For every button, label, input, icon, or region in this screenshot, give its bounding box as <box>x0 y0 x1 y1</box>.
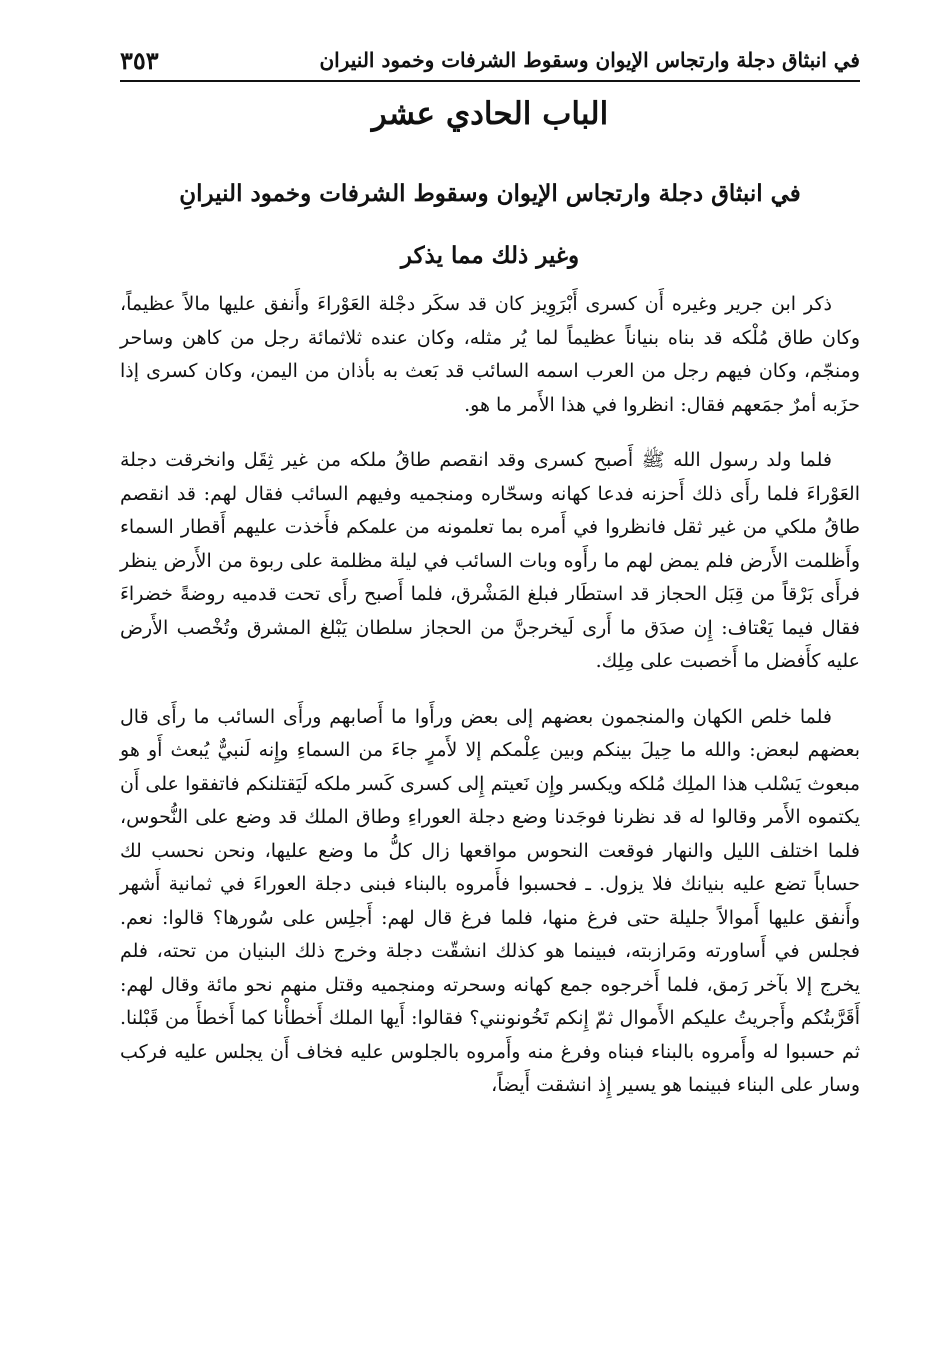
paragraph: ذكر ابن جرير وغيره أَن كسرى أَبْرَوِيز كان قد سكَر دجْلة العَوْراءَ وأَنفق عليها مالاً عظيماً، وكان طاق مُلْكه قد بناه بنياناً عظيماً لما يُر مثله، وكان عنده ثلاثمائة رجل من كاهن وساحر ومنجّم، وكان فيهم رجل من العرب اسمه السائب قد بَعث به بأذان من اليمن، وكان كسرى إذا حزَبه أمرٌ جمَعهم فقال: انظروا في هذا الأَمر ما هو. <box>120 293 860 416</box>
paragraph: فلما خلص الكهان والمنجمون بعضهم إلى بعض ورأَوا ما أَصابهم ورأَى السائب ما رأَى قال بعضهم لبعض: والله ما حِيلَ بينكم وبين عِلْمكم إلا لأَمرٍ جاءَ من السماءِ وإِنه لَنبيٌّ يُبعث أَو هو مبعوث يَسْلب هذا الملِك مُلكه ويكسر وإِن نَعيتم إِلى كسرى كَسر ملكه لَيَقتلنكم فاتفقوا على أَن يكتموه الأَمر وقالوا له قد نظرنا فوجَدنا وضع دجلة العوراءِ وطاق الملك قد وضع على النُّحوس، فلما اختلف الليل والنهار فوقعت النحوس مواقعها زال كلُّ ما وضع عليها، ونحن نحسب لك حساباً تضع عليه بنيانك فلا يزول. ـ فحسبوا فأَمروه بالبناء فبنى دجلة العوراءَ في ثمانية أَشهر وأَنفق عليها أَموالاً جليلة حتى فرغ منها، فلما فرغ قال لهم: أَجلِس على سُورها؟ قالوا: نعم. فجلس في أَساورته ومَرازبته، فبينما هو كذلك انشقّت دجلة وخرج ذلك البنيان من تحته، فلم يخرج إلا بآخر رَمق، فلما أَخرجوه جمع كهانه وسحرته ومنجميه وقتل منهم نحو مائة وقال لهم: أَقَرَّبتُكم وأَجريتُ عليكم الأَموال ثمّ إِنكم تَخُونونني؟ فقالوا: أَيها الملك أَخطأْنا كما أَخطأَ من قَبْلنا. ثم حسبوا له وأَمروه بالبناء فبناه وفرغ منه وأَمروه بالجلوس عليه فخاف أَن يجلس عليه فركب وسار على البناء فبينما هو يسير إِذ انشقت أَيضاً، <box>120 705 860 1096</box>
running-title: في انبثاق دجلة وارتجاس الإيوان وسقوط الشرفات وخمود النيران <box>319 48 860 72</box>
chapter-subtitle-line: في انبثاق دجلة وارتجاس الإيوان وسقوط الشرفات وخمود النيرانِ <box>179 180 801 207</box>
paragraph: فلما ولد رسول الله ﷺ أَصبح كسرى وقد انقصم طاقُ ملكه من غير ثِقَل وانخرقت دجلة العَوْراءَ فلما رأَى ذلك أَحزنه فدعا كهانه وسحّاره ومنجميه وفيهم السائب فقال لهم: قد انقصم طاقُ ملكي من غير ثقل فانظروا في أَمره بما تعلمونه من علمكم فأَخذت عليهم أَقطار السماء وأَظلمت الأَرض فلم يمض لهم ما رأَوه وبات السائب في ليلة مظلمة على ربوة من الأَرض ينظر فرأَى بَرْقاً من قِبَل الحجاز قد استطَار فبلغ المَشْرق، فلما أَصبح رأَى تحت قدميه روضةً خضراءَ فقال فيما يَعْتاف: إِن صدَق ما أَرى لَيخرجنَّ من الحجاز سلطان يَبْلغ المشرق وتُخْصب الأَرض عليه كأَفضل ما أَخصبت على مِلِك. <box>120 449 860 672</box>
running-header <box>120 40 860 82</box>
chapter-subtitle-line: وغير ذلك مما يذكر <box>400 242 580 269</box>
chapter-heading: الباب الحادي عشر <box>371 96 609 132</box>
chapter-subtitle <box>120 163 860 287</box>
page-number: ٣٥٣ <box>120 45 159 75</box>
body-text <box>120 288 860 1103</box>
